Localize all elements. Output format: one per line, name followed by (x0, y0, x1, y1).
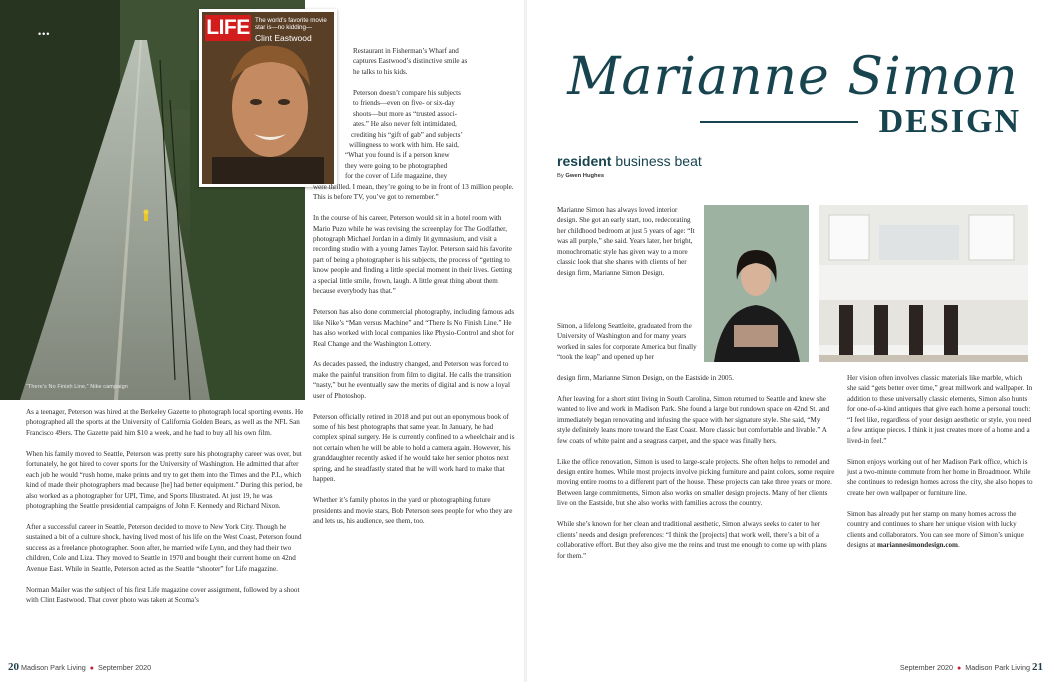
article-column-5 (847, 373, 1033, 561)
kitchen-photo (819, 205, 1028, 362)
paragraph: After a successful career in Seattle, Peterson decided to move to New York City. Though he sustained a bit of a culture shock, having lived most of his life on the West Coast, Peterson found success as a freelance photographer. Soon after, he married wife Lynn, and they had their two children, Cole and Liza. They moved to Seattle in 1970 and bought their current home on 42nd Avenue East. While in Seattle, Peterson acted as the Seattle “shooter” for Life magazine. (26, 522, 302, 573)
article-column-1 (26, 407, 306, 616)
brand-logo (553, 46, 1033, 146)
page-number: 20 (8, 661, 19, 673)
paragraph: After leaving for a short stint living in South Carolina, Simon returned to Seattle and knew she wanted to live and work in Madison Park. She found a large but rundown space on 42nd St. and immediately began renovating and infusing the space with her signature style. She said, “My style definitely leans more toward the East Coast. More classic but comfortable and livable.” A few coats of white paint and a seagrass carpet, and the space was finally hers. (557, 394, 830, 445)
paragraph-wrap (313, 88, 515, 203)
article-column-2 (313, 46, 515, 537)
folio-left (8, 661, 151, 673)
byline-prefix: By (557, 173, 566, 179)
brand-script-name: Marianne Simon (567, 47, 1019, 107)
article-column-3 (557, 321, 705, 373)
section-heading-rest: business beat (611, 153, 702, 169)
line: ates.” He also never felt intimidated, (353, 120, 457, 129)
issue-date: September 2020 (97, 663, 152, 672)
line: captures Eastwood’s distinctive smile as (353, 57, 468, 66)
paragraph-last (847, 509, 1033, 551)
paragraph: In the course of his career, Peterson would sit in a hotel room with Mario Puzo while he was revising the screenplay for The Godfather, photograph Michael Jordan in a dimly lit gymnasium, and visit a recording studio with a young James Taylor. Peterson said his favorite part of being a photographer is his subjects, the process of “getting to know people and finding a little special moment in their lives. Getting a special little smile, frown, laugh. A little great thing about them because everybody has that.” (313, 214, 512, 296)
line: were thrilled. I mean, they’re going to be in front of 13 million people. This is before TV, you’ve got to remember.” (313, 182, 514, 202)
paragraph: Marianne Simon has always loved interior design. She got an early start, too, redecorating her childhood bedroom at just 5 years of age: “It was all purple,” she said. Years later, her bright, monochromatic style has given way to a more classic look that she shares with clients of her design firm, Marianne Simon Design. (557, 206, 695, 277)
line: willingness to work with him. He said, (349, 141, 459, 150)
line: shoots—but more as “trusted associ- (353, 109, 458, 118)
paragraph: Simon enjoys working out of her Madison Park office, which is just a two-minute commute from her home in Broadmoor. While she continues to redesign homes across the city, she also hopes to create her own wallpaper or furniture line. (847, 457, 1033, 497)
paragraph: design firm, Marianne Simon Design, on the Eastside in 2005. (557, 374, 734, 382)
magazine-name: Madison Park Living (21, 663, 86, 672)
paragraph: While she’s known for her clean and traditional aesthetic, Simon always seeks to cater to her clients’ needs and design preferences: “I think the [projects] that work well, there’s a bit of a collaborative effort. But they also give me the reins and trust me enough to come up with plans for them.” (557, 520, 827, 560)
byline (557, 173, 604, 179)
page-number: 21 (1032, 661, 1043, 673)
closing-text: Simon has already put her stamp on many homes across the country and continues to share her unique vision with lucky clients and collaborators. You can see more of Simon’s unique designs at (847, 509, 1024, 550)
line: to friends—even on five- or six-day (353, 99, 455, 108)
section-heading (557, 153, 702, 169)
line: he talks to his kids. (353, 67, 408, 76)
line: for the cover of Life magazine, they (345, 172, 448, 181)
paragraph: When his family moved to Seattle, Peterson was pretty sure his photography career was over, but fortunately, he got hired to cover sports for the University of Washington. He admitted that after each job he would “rush home, make prints and try to get them into the Times and the P.I., which kind of made their photographers mad because [he] had better equipment.” During this period, he also worked as a photographer for UPI, Time, and Sports Illustrated. At just 19, he was photographing the Seattle presidential campaigns of John F. Kennedy and Richard Nixon. (26, 449, 303, 511)
line: crediting his “gift of gab” and subjects’ (351, 130, 463, 139)
section-heading-bold: resident (557, 153, 612, 169)
magazine-name: Madison Park Living (965, 663, 1030, 672)
paragraph: Simon, a lifelong Seattleite, graduated from the University of Washington and for many years worked in sales for corporate America but finally “took the leap” and opened up her (557, 322, 697, 362)
designer-portrait-photo (704, 205, 809, 362)
line: they were going to be photographed (345, 161, 448, 170)
byline-author: Gwen Hughes (565, 173, 605, 179)
folio-right (900, 661, 1043, 673)
paragraph: As a teenager, Peterson was hired at the Berkeley Gazette to photograph local sporting events. He photographed all the sports at the University of California Golden Bears, as well as the NFL San Francisco 49ers. The Gazette paid him $10 a week, and he had to buy all his own film. (26, 408, 304, 437)
paragraph: Peterson has also done commercial photography, including famous ads like Nike’s “Man versus Machine” and “There Is No Finish Line.” He has also worked with local companies like Physio-Control and shot for Real Change and the Washington Lottery. (313, 308, 515, 348)
life-logo: LIFE (206, 16, 250, 39)
paragraph: Norman Mailer was the subject of his first Life magazine cover assignment, followed by a shoot with Clint Eastwood. That cover photo was taken at Scoma’s (26, 585, 300, 604)
spine-gutter (524, 0, 527, 682)
life-tagline: The world’s favorite movie star is—no kidding— (255, 17, 327, 31)
paragraph: As decades passed, the industry changed, and Peterson was forced to make the painful transition from film to digital. He calls the transition “nasty,” but he eventually saw the merits of digital and is now a loyal user of Photoshop. (313, 360, 512, 400)
issue-date: September 2020 (899, 663, 954, 672)
website-link[interactable]: mariannesimondesign.com (876, 541, 958, 550)
paragraph: Like the office renovation, Simon is used to large-scale projects. She often helps to remodel and design entire homes. While most projects involve picking furniture and paint colors, some require moving entire rooms to a different part of the house. These projects can take three years or more. Between large commitments, Simon also works on smaller design projects. Many of her clients live on the Eastside, but she also works with families across the country. (557, 457, 835, 508)
brand-rule (700, 121, 858, 123)
paragraph: Peterson officially retired in 2018 and put out an eponymous book of some of his best photographs that same year. In January, he had complex spinal surgery. He is currently confined to a wheelchair and is not certain when he will be able to hold a camera again. However, his granddaughter recently asked if he would take her senior photos next spring, and he steadfastly stated that he will work hard to make that happen. (313, 412, 515, 484)
line: Peterson doesn’t compare his subjects (353, 88, 461, 97)
article-intro-column (557, 205, 697, 289)
bullet-icon: ● (957, 665, 962, 672)
photo-caption: “There’s No Finish Line,” Nike campaign (26, 384, 128, 390)
photo-dots: ••• (38, 29, 51, 39)
closing-period: . (957, 541, 960, 550)
paragraph-wrap (353, 46, 515, 77)
article-wide-column (557, 373, 835, 571)
line: Restaurant in Fisherman’s Wharf and (353, 47, 459, 55)
paragraph: Her vision often involves classic materials like marble, which she said “gets better over time,” great millwork and wallpaper. In addition to these universally classic elements, Simon also hunts for one-of-a-kind antiques that give each home a personal touch: “I feel like, regardless of your design aesthetic or style, you need a few antique pieces. I think it just creates more of a home and a lived-in feel.” (847, 374, 1033, 445)
life-cover-name: Clint Eastwood (255, 33, 312, 43)
brand-design-word: DESIGN (878, 103, 1021, 140)
bullet-icon: ● (89, 665, 94, 672)
paragraph: Whether it’s family photos in the yard or photographing future presidents and movie stars, Bob Peterson sees people for who they are and lets us, his audience, see them, too. (313, 496, 513, 526)
line: “What you found is if a person knew (345, 151, 450, 160)
